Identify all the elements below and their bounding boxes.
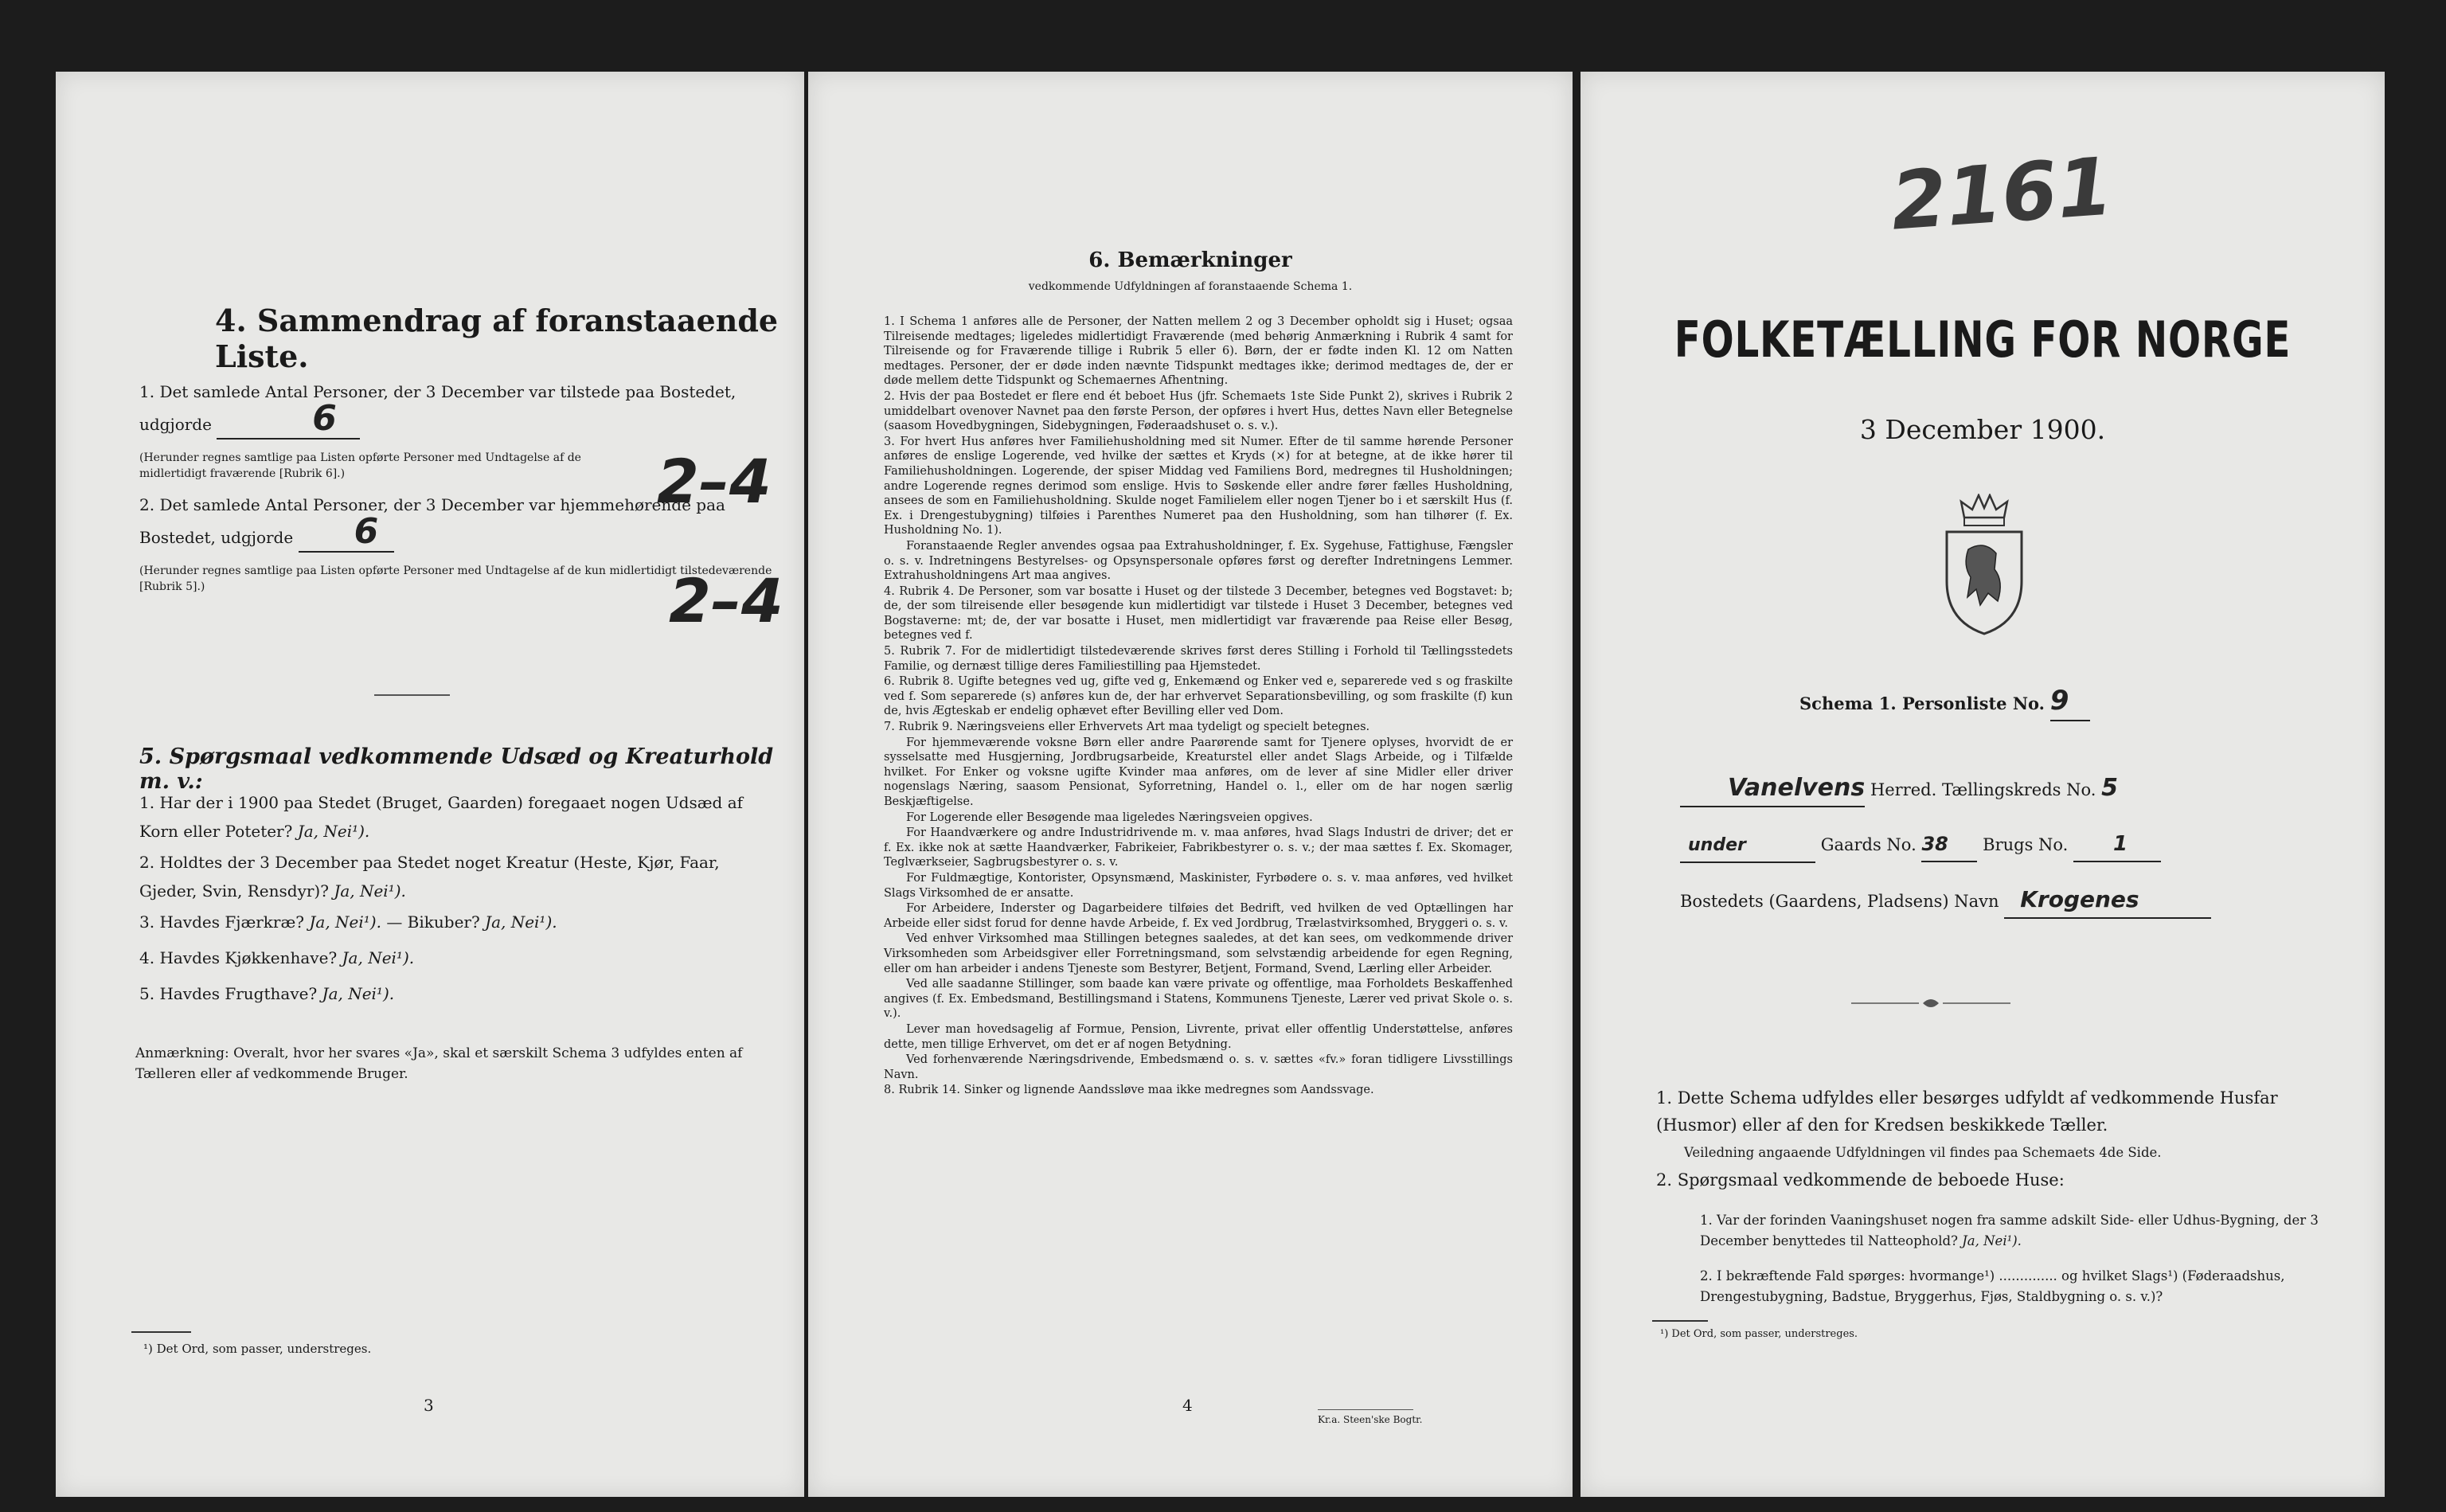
q5-answer: Ja, Nei¹). (322, 984, 395, 1003)
remark-paragraph: For Arbeidere, Inderster og Dagarbeidere tilføies det Bedrift, ved hvilken de ved Optællingen har Arbeide eller sidst forud for denne havde Arbeide, f. Ex ved Jordbrug, Trælastvirksomhed, Bryggeri o. s. v. (884, 902, 1513, 930)
instruction-2-sub-2: 2. I bekræftende Fald spørges: hvormange¹) .............. og hvilket Slags¹) (Føderaadshus, Drengestubygning, Badstue, Bryggerhus, Fjøs, Staldbygning o. s. v.)? (1700, 1268, 2285, 1304)
instruction-1-sub: Veiledning angaaende Udfyldningen vil findes paa Schemaets 4de Side. (1684, 1145, 2162, 1160)
left-page (56, 72, 804, 1497)
remark-paragraph: 4. Rubrik 4. De Personer, som var bosatte i Huset og der tilstede 3 December, betegnes ved Bogstavet: b; de, der som tilreisende eller besøgende kun midlertidigt var tilstede i Huset 3 December, betegnes ved Bogstaverne: mt; de, der var bosatte i Huset, men midlertidigt var fraværende paa Reise eller Besøg, betegnes ved f. (884, 584, 1513, 643)
section5-title: 5. Spørgsmaal vedkommende Udsæd og Kreaturhold m. v.: (139, 744, 774, 794)
instruction-1: 1. Dette Schema udfyldes eller besørges udfyldt af vedkommende Husfar (Husmor) eller af den for Kredsen beskikkede Tæller. (1656, 1088, 2278, 1135)
section4-title: 4. Sammendrag af foranstaaende Liste. (215, 303, 779, 374)
sub1-answer: Ja, Nei¹). (1962, 1233, 2022, 1248)
remark-paragraph: 5. Rubrik 7. For de midlertidigt tilstedeværende skrives først deres Stilling i Forhold til Tællingsstedets Familie, og dernæst tillige deres Familiestilling paa Hjemstedet. (884, 645, 1513, 673)
question-2 (139, 848, 776, 905)
schema-line (1799, 685, 2428, 721)
middle-page (808, 72, 1573, 1497)
printer-mark: Kr.a. Steen'ske Bogtr. (1318, 1414, 1423, 1425)
page-number: 3 (424, 1396, 434, 1415)
q3-text: 3. Havdes Fjærkræ? (139, 912, 305, 932)
herred-label: Herred. (1870, 780, 1937, 799)
remark-paragraph: 2. Hvis der paa Bostedet er flere end ét beboet Hus (jfr. Schemaets 1ste Side Punkt 2), skrives i Rubrik 2 umiddelbart ovenover Navnet paa den første Person, der opføres i hvert Hus, dettes Navn eller Betegnelse (saasom Hovedbygningen, Sidebygningen, Føderaadshuset o. s. v.). (884, 389, 1513, 433)
item2-note: (Herunder regnes samtlige paa Listen opførte Personer med Undtagelse af de kun midlertidigt tilstedeværende [Rubrik 5].) (139, 565, 772, 593)
item1-value: 6 (312, 398, 337, 439)
remark-paragraph: Ved forhenværende Næringsdrivende, Embedsmænd o. s. v. sættes «fv.» foran tidligere Livsstillings Navn. (884, 1053, 1513, 1081)
q3-answer-a: Ja, Nei¹). (309, 912, 381, 932)
remark-paragraph: For Fuldmægtige, Kontorister, Opsynsmænd, Maskinister, Fyrbødere o. s. v. maa anføres, ved hvilket Slags Virksomhed de er ansatte. (884, 871, 1513, 900)
question-4 (139, 944, 776, 972)
q2-answer: Ja, Nei¹). (334, 881, 406, 901)
kreds-value: 5 (2101, 774, 2118, 802)
remark-paragraph: Lever man hovedsagelig af Formue, Pension, Livrente, privat eller offentlig Understøttelse, anføres dette, men tillige Erhvervet, om det er af nogen Betydning. (884, 1022, 1513, 1051)
archive-number: 2161 (1888, 139, 2116, 248)
remark-paragraph: Ved alle saadanne Stillinger, som baade kan være private og offentlige, maa Forholdets Beskaffenhed angives (f. Ex. Embedsmand, Bestillingsmand i Statens, Kommunens Tjeneste, Lærer ved privat Skole o. s. v.). (884, 978, 1513, 1021)
item1-note: (Herunder regnes samtlige paa Listen opførte Personer med Undtagelse af de midlertidigt fraværende [Rubrik 6].) (139, 451, 581, 480)
divider (374, 694, 450, 696)
margin-mark-2: 2–4 (669, 565, 783, 636)
remarks-subtitle: vedkommende Udfyldningen af foranstaaende Schema 1. (1028, 280, 1353, 293)
q5-text: 5. Havdes Frugthave? (139, 984, 318, 1003)
sub1-text: 1. Var der forinden Vaaningshuset nogen fra samme adskilt Side- eller Udhus-Bygning, der 3 December benyttedes til Natteophold? (1700, 1213, 2319, 1248)
q1-text: 1. Har der i 1900 paa Stedet (Bruget, Gaarden) foregaaet nogen Udsæd af (139, 793, 744, 812)
q4-text: 4. Havdes Kjøkkenhave? (139, 948, 338, 967)
bosted-label: Bostedets (Gaardens, Pladsens) Navn (1680, 892, 1999, 911)
q1-answer: Ja, Nei¹). (297, 822, 370, 841)
page-number: 4 (1182, 1396, 1193, 1415)
q4-answer: Ja, Nei¹). (342, 948, 415, 967)
q2-text-b: Gjeder, Svin, Rensdyr)? (139, 881, 329, 901)
q3-answer-b: Ja, Nei¹). (485, 912, 557, 932)
herred-line (1680, 772, 2309, 807)
herred-value: Vanelvens (1728, 774, 1866, 802)
printer-rule (1318, 1409, 1413, 1410)
personliste-no: 9 (2049, 685, 2069, 717)
margin-mark-1: 2–4 (657, 446, 772, 517)
anmerkning: Anmærkning: Overalt, hvor her svares «Ja», skal et særskilt Schema 3 udfyldes enten af Tælleren eller af vedkommende Bruger. (135, 1045, 743, 1082)
item2-value: 6 (354, 511, 379, 552)
remark-paragraph: 8. Rubrik 14. Sinker og lignende Aandssløve maa ikke medregnes som Aandssvage. (884, 1084, 1374, 1097)
item1-text: 1. Det samlede Antal Personer, der 3 December var tilstede paa Bostedet, (139, 382, 737, 401)
question-5 (139, 979, 776, 1008)
item2-bostedet: Bostedet, udgjorde (139, 528, 294, 547)
gaards-label: Gaards No. (1820, 835, 1917, 854)
remark-paragraph: For hjemmeværende voksne Børn eller andre Paarørende samt for Tjenere oplyses, hvorvidt de er sysselsatte med Husgjerning, Jordbrugsarbeide, Kreaturstel eller andet Slags Arbeide, og i Tilfælde hvilket. For Enker og voksne ugifte Kvinder maa anføres, om de lever af sine Midler eller driver nogenslags Næring, saasom Pensionat, Syforretning, Handel o. l., eller om de har nogen særlig Beskjæftigelse. (884, 736, 1513, 808)
remarks-title: 6. Bemærkninger (1088, 248, 1292, 272)
instruction-2: 2. Spørgsmaal vedkommende de beboede Huse: (1656, 1170, 2065, 1190)
remark-paragraph: Ved enhver Virksomhed maa Stillingen betegnes saaledes, at det kan sees, om vedkommende driver Virksomheden som Arbeidsgiver eller Forretningsmand, som selvstændig arbeidende for egen Regning, eller om han arbeider i andens Tjeneste som Bestyrer, Betjent, Formand, Svend, Lærling eller Arbeider. (884, 932, 1513, 975)
remark-paragraph: 6. Rubrik 8. Ugifte betegnes ved ug, gifte ved g, Enkemænd og Enker ved e, separerede ved s og fraskilte ved f. Som separerede (s) anføres kun de, der har erhvervet Separationsbevilling, og som fraskilte (f) kun de, hvis Ægteskab er endelig ophævet efter Bevilling eller ved Dom. (884, 675, 1513, 718)
footnote-rule (1652, 1320, 1708, 1322)
bosted-value: Krogenes (2020, 886, 2139, 912)
summary-item-1 (139, 378, 760, 440)
ornament-icon (1851, 995, 2010, 1011)
brugs-value: 1 (2113, 832, 2128, 856)
right-page (1581, 72, 2385, 1497)
coat-of-arms-icon (1940, 494, 2028, 637)
gaard-line (1680, 828, 2309, 863)
brugs-label: Brugs No. (1983, 835, 2069, 854)
item1-udgjorde: udgjorde (139, 415, 212, 434)
q2-text: 2. Holdtes der 3 December paa Stedet noget Kreatur (Heste, Kjør, Faar, (139, 853, 720, 872)
footnote: ¹) Det Ord, som passer, understreges. (143, 1342, 372, 1356)
remark-paragraph: Foranstaaende Regler anvendes ogsaa paa Extrahusholdninger, f. Ex. Sygehuse, Fattighuse, Fængsler o. s. v. Indretningens Bestyrelses- og Opsynspersonale opføres først og derefter Indretningens Lemmer. Extrahusholdningens Art maa angives. (884, 539, 1513, 583)
remarks-body (884, 315, 1513, 1099)
gaards-value: 38 (1921, 833, 1948, 855)
census-title: FOLKETÆLLING FOR NORGE (1674, 311, 2292, 369)
question-1 (139, 788, 776, 846)
item2-text: 2. Det samlede Antal Personer, der 3 December var hjemmehørende paa (139, 495, 725, 514)
schema-label: Schema 1. Personliste No. (1799, 693, 2045, 713)
under-value: under (1688, 835, 1746, 855)
census-date: 3 December 1900. (1859, 414, 2106, 445)
kreds-label: Tællingskreds No. (1942, 780, 2096, 799)
bosted-line (1680, 884, 2309, 919)
remark-paragraph: For Logerende eller Besøgende maa ligeledes Næringsveien opgives. (906, 811, 1313, 824)
footnote-rule (131, 1331, 191, 1333)
remark-paragraph: For Haandværkere og andre Industridrivende m. v. maa anføres, hvad Slags Industri de driver; det er f. Ex. ikke nok at sætte Haandværker, Fabrikeier, Fabrikbestyrer o. s. v.; der maa sættes f. Ex. Skomager, Teglværkseier, Sagbrugsbestyrer o. s. v. (884, 826, 1513, 869)
footnote: ¹) Det Ord, som passer, understreges. (1660, 1328, 1858, 1340)
q1-text-b: Korn eller Poteter? (139, 822, 293, 841)
question-3 (139, 908, 776, 936)
remark-paragraph: 3. For hvert Hus anføres hver Familiehusholdning med sit Numer. Efter de til samme hørende Personer anføres de enslige Logerende, ved hvilke der sættes et Kryds (×) for at betegne, at de ikke hører til Familiehusholdningen. Logerende, der spiser Middag ved Familiens Bord, medregnes til Husholdningen; andre Logerende regnes derimod som enslige. Hvis to Søskende eller andre fører fælles Husholdning, ansees de som en Familiehusholdning. Skulde noget Familielem eller nogen Tjener bo i et særskilt Hus (f. Ex. i Drengestubygning) tilføies i Parenthes Numeret paa den Husholdning, som han tilhører (f. Ex. Husholdning No. 1). (884, 435, 1513, 537)
q3-text-b: — Bikuber? (386, 912, 480, 932)
remark-paragraph: 7. Rubrik 9. Næringsveiens eller Erhvervets Art maa tydeligt og specielt betegnes. (884, 721, 1370, 734)
instruction-2-sub-1 (1700, 1210, 2345, 1252)
remark-paragraph: 1. I Schema 1 anføres alle de Personer, der Natten mellem 2 og 3 December opholdt sig i Huset; ogsaa Tilreisende medtages; ligeledes midlertidigt Fraværende (med behørig Anmærkning i Rubrik 4 samt for Tilreisende og for Fraværende tillige i Rubrik 5 eller 6). Børn, der er fødte inden Kl. 12 om Natten medtages. Personer, der er døde inden nævnte Tidspunkt medtages ikke; derimod medtages de, der er døde mellem dette Tidspunkt og Schemaernes Afhentning. (884, 315, 1513, 388)
